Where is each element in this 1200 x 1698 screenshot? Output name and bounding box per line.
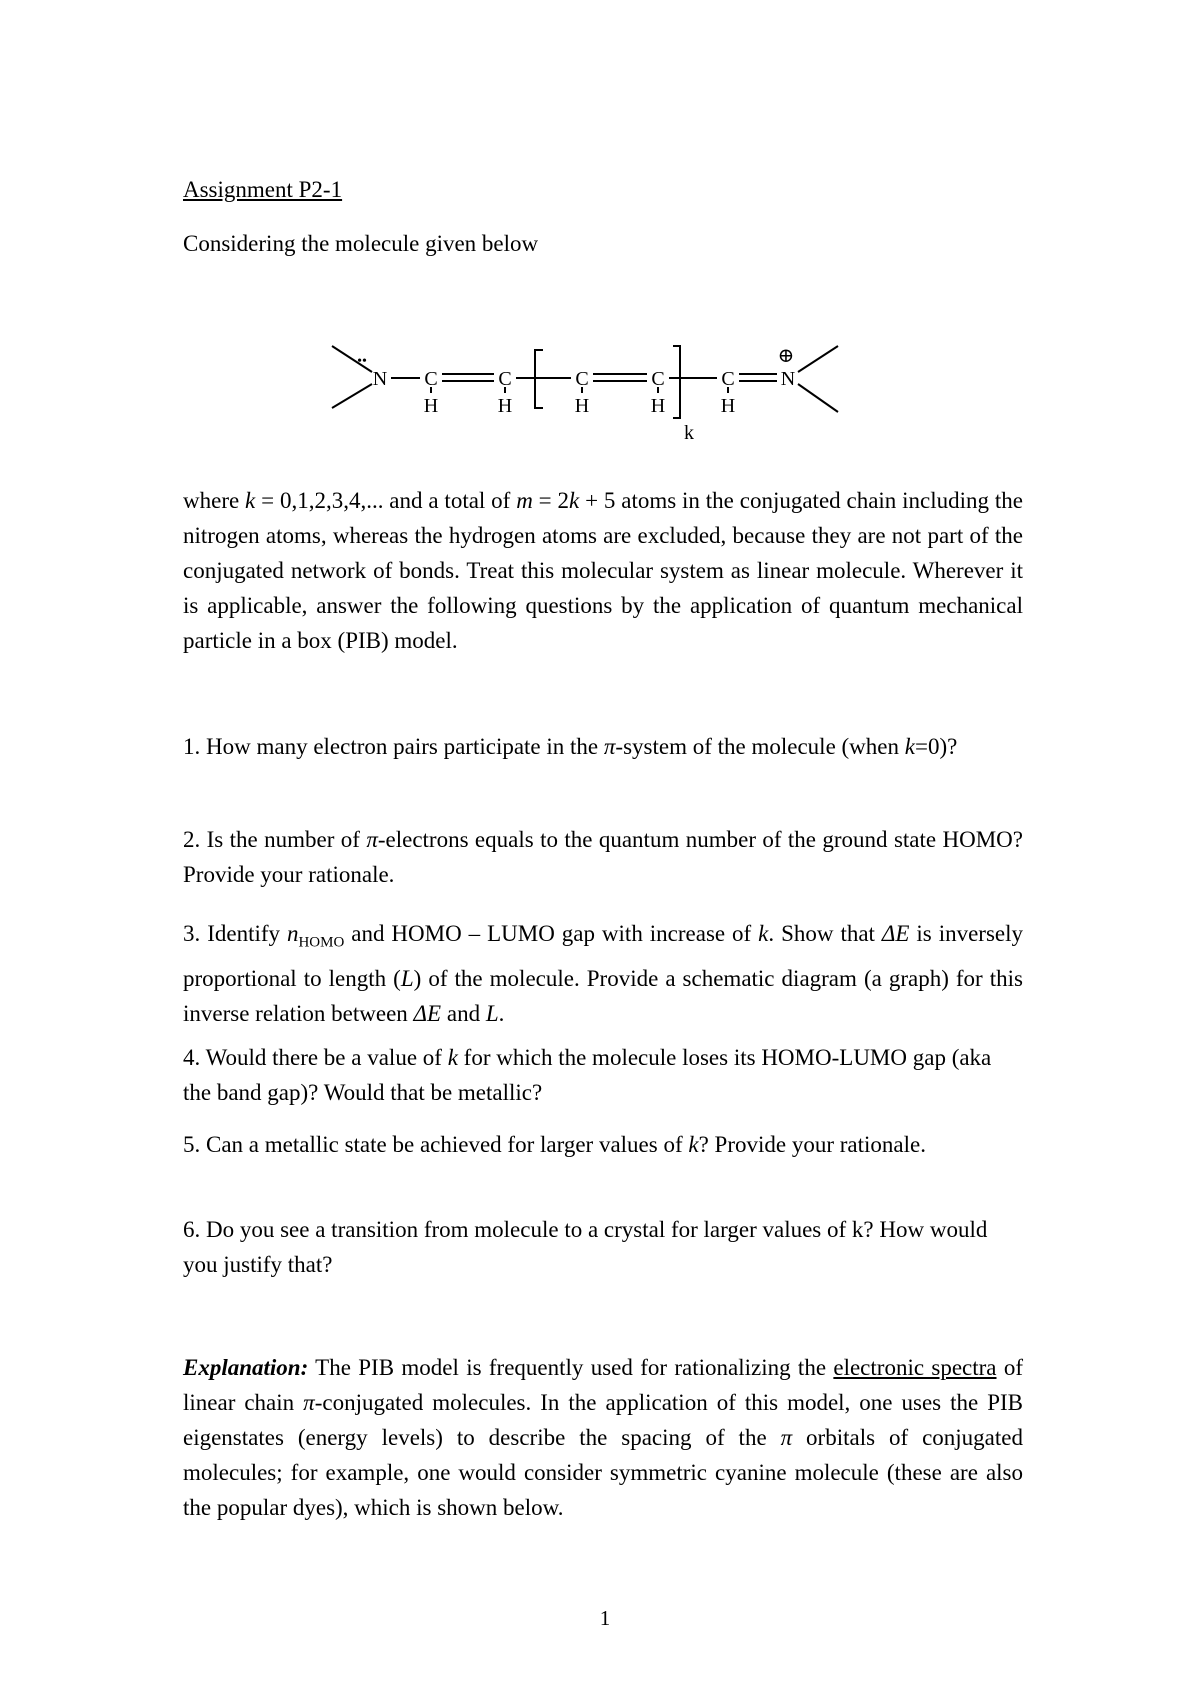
pi-symbol: π xyxy=(366,827,378,852)
question-1: 1. How many electron pairs participate in the π-system of the molecule (when k=0)? xyxy=(183,734,958,759)
var-m: m xyxy=(516,488,533,513)
desc-text-3: = 2 xyxy=(532,488,569,513)
desc-text-2: = 0,1,2,3,4,... and a total of xyxy=(255,488,517,513)
molecule-structure-diagram xyxy=(320,340,920,470)
positive-charge-symbol: ⊕ xyxy=(777,345,795,367)
atom-n-left: N xyxy=(372,368,388,390)
var-delta-e: ΔE xyxy=(413,1000,442,1026)
hydrogen-c1: H xyxy=(423,395,439,417)
lone-pair-dots: •• xyxy=(357,354,367,369)
atom-c2: C xyxy=(498,368,512,390)
left-lower-methyl-bond xyxy=(332,384,372,408)
pi-symbol: π xyxy=(303,1390,315,1415)
question-6: 6. Do you see a transition from molecule to a crystal for larger values of k? How would you justify that? xyxy=(183,1217,988,1277)
var-n: n xyxy=(286,921,299,946)
atom-c3: C xyxy=(575,368,589,390)
var-k: k xyxy=(447,1045,458,1070)
desc-text-1: where xyxy=(183,488,246,513)
hydrogen-c4: H xyxy=(650,395,666,417)
explanation-label: Explanation: xyxy=(183,1355,309,1380)
right-lower-methyl-bond xyxy=(798,384,838,412)
repeat-subscript-k: k xyxy=(684,422,694,444)
right-upper-methyl-bond xyxy=(798,346,838,372)
var-k: k xyxy=(569,488,580,513)
question-3: 3. Identify $n_{HOMO}$ and HOMO – LUMO gap with increase of k. Show that ΔE is inversely proportional to length (L) of the molecule. Provide a schematic diagram (a graph) for this inverse relation between ΔE and L. xyxy=(183,921,1024,1026)
atom-c1: C xyxy=(424,368,438,390)
hydrogen-c5: H xyxy=(720,395,736,417)
var-l: L xyxy=(485,1000,499,1026)
atom-n-right: N xyxy=(780,368,796,390)
var-l: L xyxy=(400,965,414,991)
desc-text-4: + 5 atoms in the conjugated chain including the nitrogen atoms, whereas the hydrogen atoms are excluded, because they are not part of the conjugated network of bonds. Treat this molecular system as linear molecule. Wherever it is applicable, answer the following questions by the application of quantum mechanical particle in a box (PIB) model. xyxy=(183,488,1023,653)
question-5: 5. Can a metallic state be achieved for larger values of k? Provide your rationale. xyxy=(183,1132,926,1157)
var-k: k xyxy=(904,734,915,759)
pi-symbol: π xyxy=(780,1425,793,1450)
assignment-title: Assignment P2-1 xyxy=(183,177,343,202)
atom-c5: C xyxy=(721,368,735,390)
intro-text: Considering the molecule given below xyxy=(183,231,539,256)
question-2: 2. Is the number of π-electrons equals to the quantum number of the ground state HOMO? Provide your rationale. xyxy=(183,827,1023,887)
hydrogen-c2: H xyxy=(497,395,513,417)
var-k: k xyxy=(245,488,256,513)
var-k: k xyxy=(688,1132,699,1157)
subscript-homo: HOMO xyxy=(298,934,345,951)
explanation-paragraph: Explanation: The PIB model is frequently used for rationalizing the electronic spectra of linear chain π-conjugated molecules. In the application of this model, one uses the PIB eigenstates (energy levels) to describe the spacing of the π orbitals of conjugated molecules; for example, one would consider symmetric cyanine molecule (these are also the popular dyes), which is shown below. xyxy=(183,1355,1024,1520)
question-4: 4. Would there be a value of k for which the molecule loses its HOMO-LUMO gap (aka the band gap)? Would that be metallic? xyxy=(183,1045,992,1105)
page-number: 1 xyxy=(599,1606,611,1630)
hydrogen-c3: H xyxy=(574,395,590,417)
var-delta-e: ΔE xyxy=(881,921,910,946)
var-k: k xyxy=(758,921,769,946)
problem-description xyxy=(183,483,1023,658)
repeat-bracket-right xyxy=(673,346,680,418)
pi-symbol: π xyxy=(603,734,616,759)
atom-c4: C xyxy=(651,368,665,390)
electronic-spectra-link[interactable]: electronic spectra xyxy=(833,1355,997,1380)
